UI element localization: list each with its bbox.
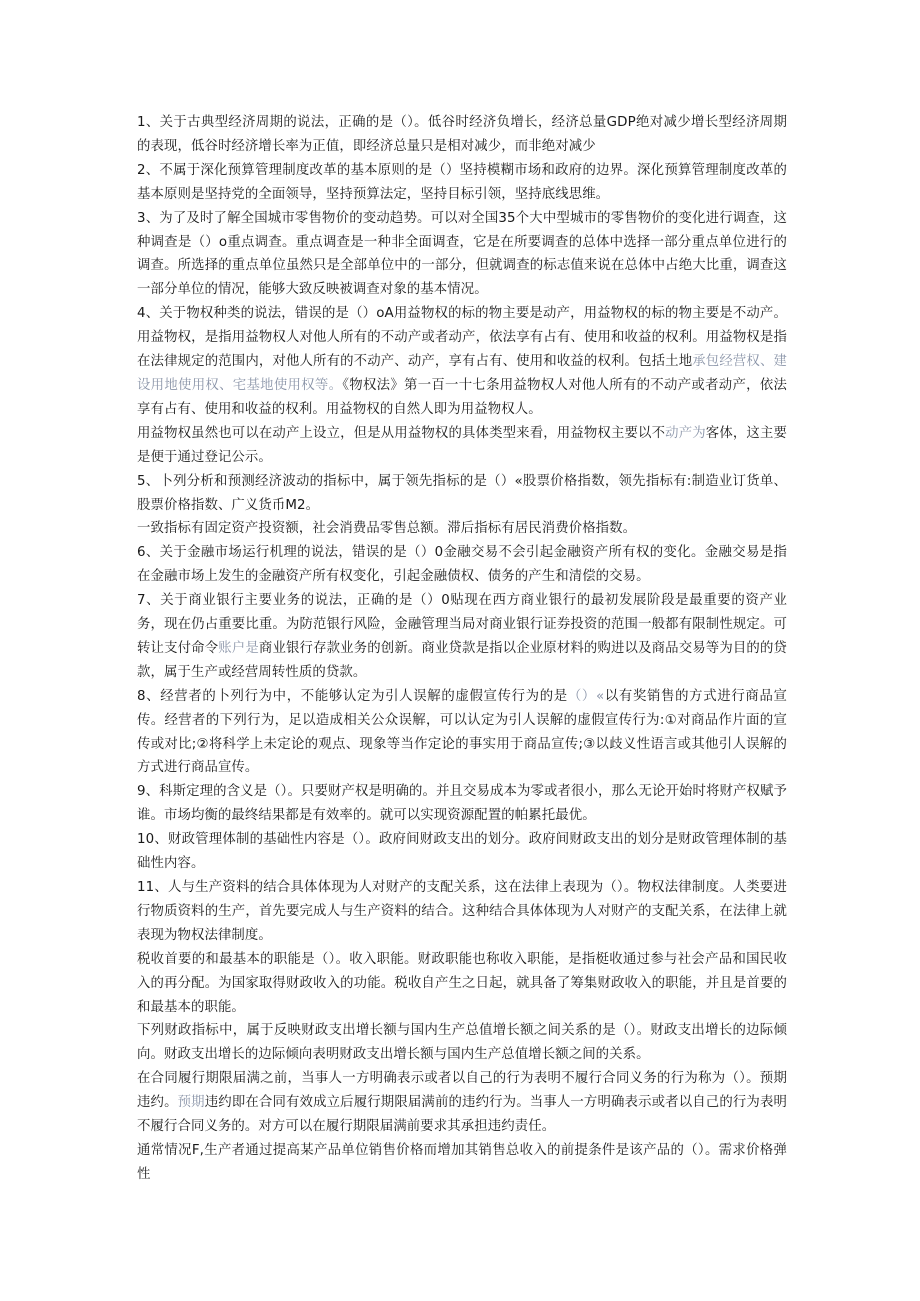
text-segment: 3、为了及时了解全国城市零售物价的变动趋势。可以对全国35个大中型城市的零售物价的变化进行调查，这种调查是（）o重点调查。重点调查是一种非全面调查，它是在所要调查的总体中选择一部分重点单位进行的调查。所选择的重点单位虽然只是全部单位中的一部分，但就调查的标志值来说在总体中占绝大比重，调查这一部分单位的情况，能够大致反映被调查对象的基本情况。 (137, 210, 787, 298)
paragraph (137, 1019, 787, 1067)
text-segment: 税收首要的和最基本的职能是（）。收入职能。财政职能也称收入职能，是指梃收通过参与社会产品和国民收入的再分配。为国家取得财政收入的功能。税收自产生之日起，就具备了筹集财政收入的职能，并且是首要的和最基本的职能。 (137, 951, 787, 1015)
text-segment: 违约即在合同有效成立后履行期限届满前的违约行为。当事人一方明确表示或者以自己的行为表明不履行合同义务的。对方可以在履行期限届满前要求其承担违约责任。 (137, 1095, 788, 1135)
paragraph (137, 159, 787, 207)
paragraph (137, 685, 787, 781)
document-body (137, 111, 787, 1187)
text-segment: 1、关于古典型经济周期的说法，正确的是（）。低谷时经济负增长，经济总量GDP绝对减少增长型经济周期的表现，低谷时经济增长率为正值，即经济总量只是相对减少，而非绝对减少 (137, 115, 787, 154)
faded-text-segment: 动产为 (665, 425, 706, 441)
text-segment: 在合同履行期限届满之前，当事人一方明确表示或者以自己的行为表明不履行合同义务的行为称为（）。预期违约。 (137, 1071, 787, 1111)
paragraph (137, 111, 787, 159)
paragraph (137, 948, 787, 1020)
faded-text-segment: （）« (567, 688, 605, 704)
faded-text-segment: 账户是 (218, 640, 259, 656)
text-segment: 6、关于金融市场运行机理的说法，错误的是（）0金融交易不会引起金融资产所有权的变化。金融交易是指在金融市场上发生的金融资产所有权变化，引起金融债权、债务的产生和清偿的交易。 (137, 545, 787, 585)
text-segment: 以有奖销售的方式进行商品宣传。经营者的下列行为，足以造成相关公众误解，可以认定为引人误解的虚假宣传行为:①对商品作片面的宣传或对比;②将科学上未定论的观点、现象等当作定论的事实用于商品宣传;③以歧义性语言或其他引人误解的方式进行商品宣传。 (137, 688, 787, 776)
paragraph (137, 1067, 787, 1139)
text-segment: 8、经营者的卜列行为中，不能够认定为引人误解的虚假宣传行为的是 (137, 688, 568, 704)
text-segment: 11、人与生产资料的结合具体体现为人对财产的支配关系，这在法律上表现为（）。物权法律制度。人类要进行物质资料的生产，首先要完成人与生产资料的结合。这种结合具体体现为人对财产的支配关系，在法律上就表现为物权法律制度。 (137, 880, 787, 943)
text-segment: 下列财政指标中，属于反映财政支出增长额与国内生产总值增长额之间关系的是（）。财政支出增长的边际倾向。财政支出增长的边际倾向表明财政支出增长额与国内生产总值增长额之间的关系。 (137, 1023, 787, 1063)
text-segment: 4、关于物权种类的说法，错误的是（）oA用益物权的标的物主要是动产，用益物权的标的物主要是不动产。用益物权，是指用益物权人对他人所有的不动产或者动产，依法享有占有、使用和收益的权利。用益物权是指在法律规定的范围内，对他人所有的不动产、动产，享有占有、使用和收益的权利。包括土地 (137, 306, 787, 370)
paragraph (137, 302, 787, 422)
faded-text-segment: 预期 (177, 1095, 205, 1111)
paragraph (137, 780, 787, 828)
text-segment: 一致指标有固定资产投资额，社会消费品零售总额。滞后指标有居民消费价格指数。 (137, 521, 637, 537)
faded-text-segment: 承包经营权、建设用地使用权、宅基地使用权等。 (137, 354, 787, 393)
paragraph (137, 828, 787, 876)
text-segment: 7、关于商业银行主要业务的说法，正确的是（）0贴现在西方商业银行的最初发展阶段是最重要的资产业务，现在仍占重要比重。为防范银行风险，金融管理当局对商业银行证券投资的范围一般都有限制性规定。可转让支付命令 (137, 593, 787, 656)
paragraph (137, 589, 787, 685)
paragraph (137, 876, 787, 948)
text-segment: 商业银行存款业务的创新。商业贷款是指以企业原材料的购进以及商品交易等为目的的贷款，属于生产或经营周转性质的贷款。 (137, 640, 787, 680)
paragraph (137, 470, 787, 518)
text-segment: 2、不属于深化预算管理制度改革的基本原则的是（）坚持模糊市场和政府的边界。深化预算管理制度改革的基本原则是坚持党的全面领导，坚持预算法定，坚持目标引领，坚持底线思维。 (137, 162, 787, 202)
text-segment: 9、科斯定理的含义是（）。只要财产权是明确的。并且交易成本为零或者很小，那么无论开始时将财产权赋予谁。市场均衡的最终结果都是有效率的。就可以实现资源配置的帕累托最优。 (137, 784, 787, 824)
paragraph (137, 541, 787, 589)
text-segment: 10、财政管理体制的基础性内容是（）。政府间财政支出的划分。政府间财政支出的划分是财政管理体制的基础性内容。 (137, 832, 787, 872)
paragraph (137, 422, 787, 470)
text-segment: 通常情况F,生产者通过提高某产品单位销售价格而增加其销售总收入的前提条件是该产品的（）。需求价格弹性 (137, 1142, 787, 1182)
text-segment: 用益物权虽然也可以在动产上设立，但是从用益物权的具体类型来看，用益物权主要以不 (137, 425, 666, 441)
text-segment: 客体，这主要是便于通过登记公示。 (137, 425, 787, 465)
text-segment: 《物权法》第一百一十七条用益物权人对他人所有的不动产或者动产，依法享有占有、使用和收益的权利。用益物权的自然人即为用益物权人。 (137, 377, 787, 417)
paragraph (137, 517, 787, 541)
paragraph (137, 207, 787, 303)
paragraph (137, 1139, 787, 1187)
text-segment: 5、卜列分析和预测经济波动的指标中，属于领先指标的是（）«股票价格指数，领先指标有:制造业订货单、股票价格指数、广义货币M2。 (137, 473, 787, 513)
